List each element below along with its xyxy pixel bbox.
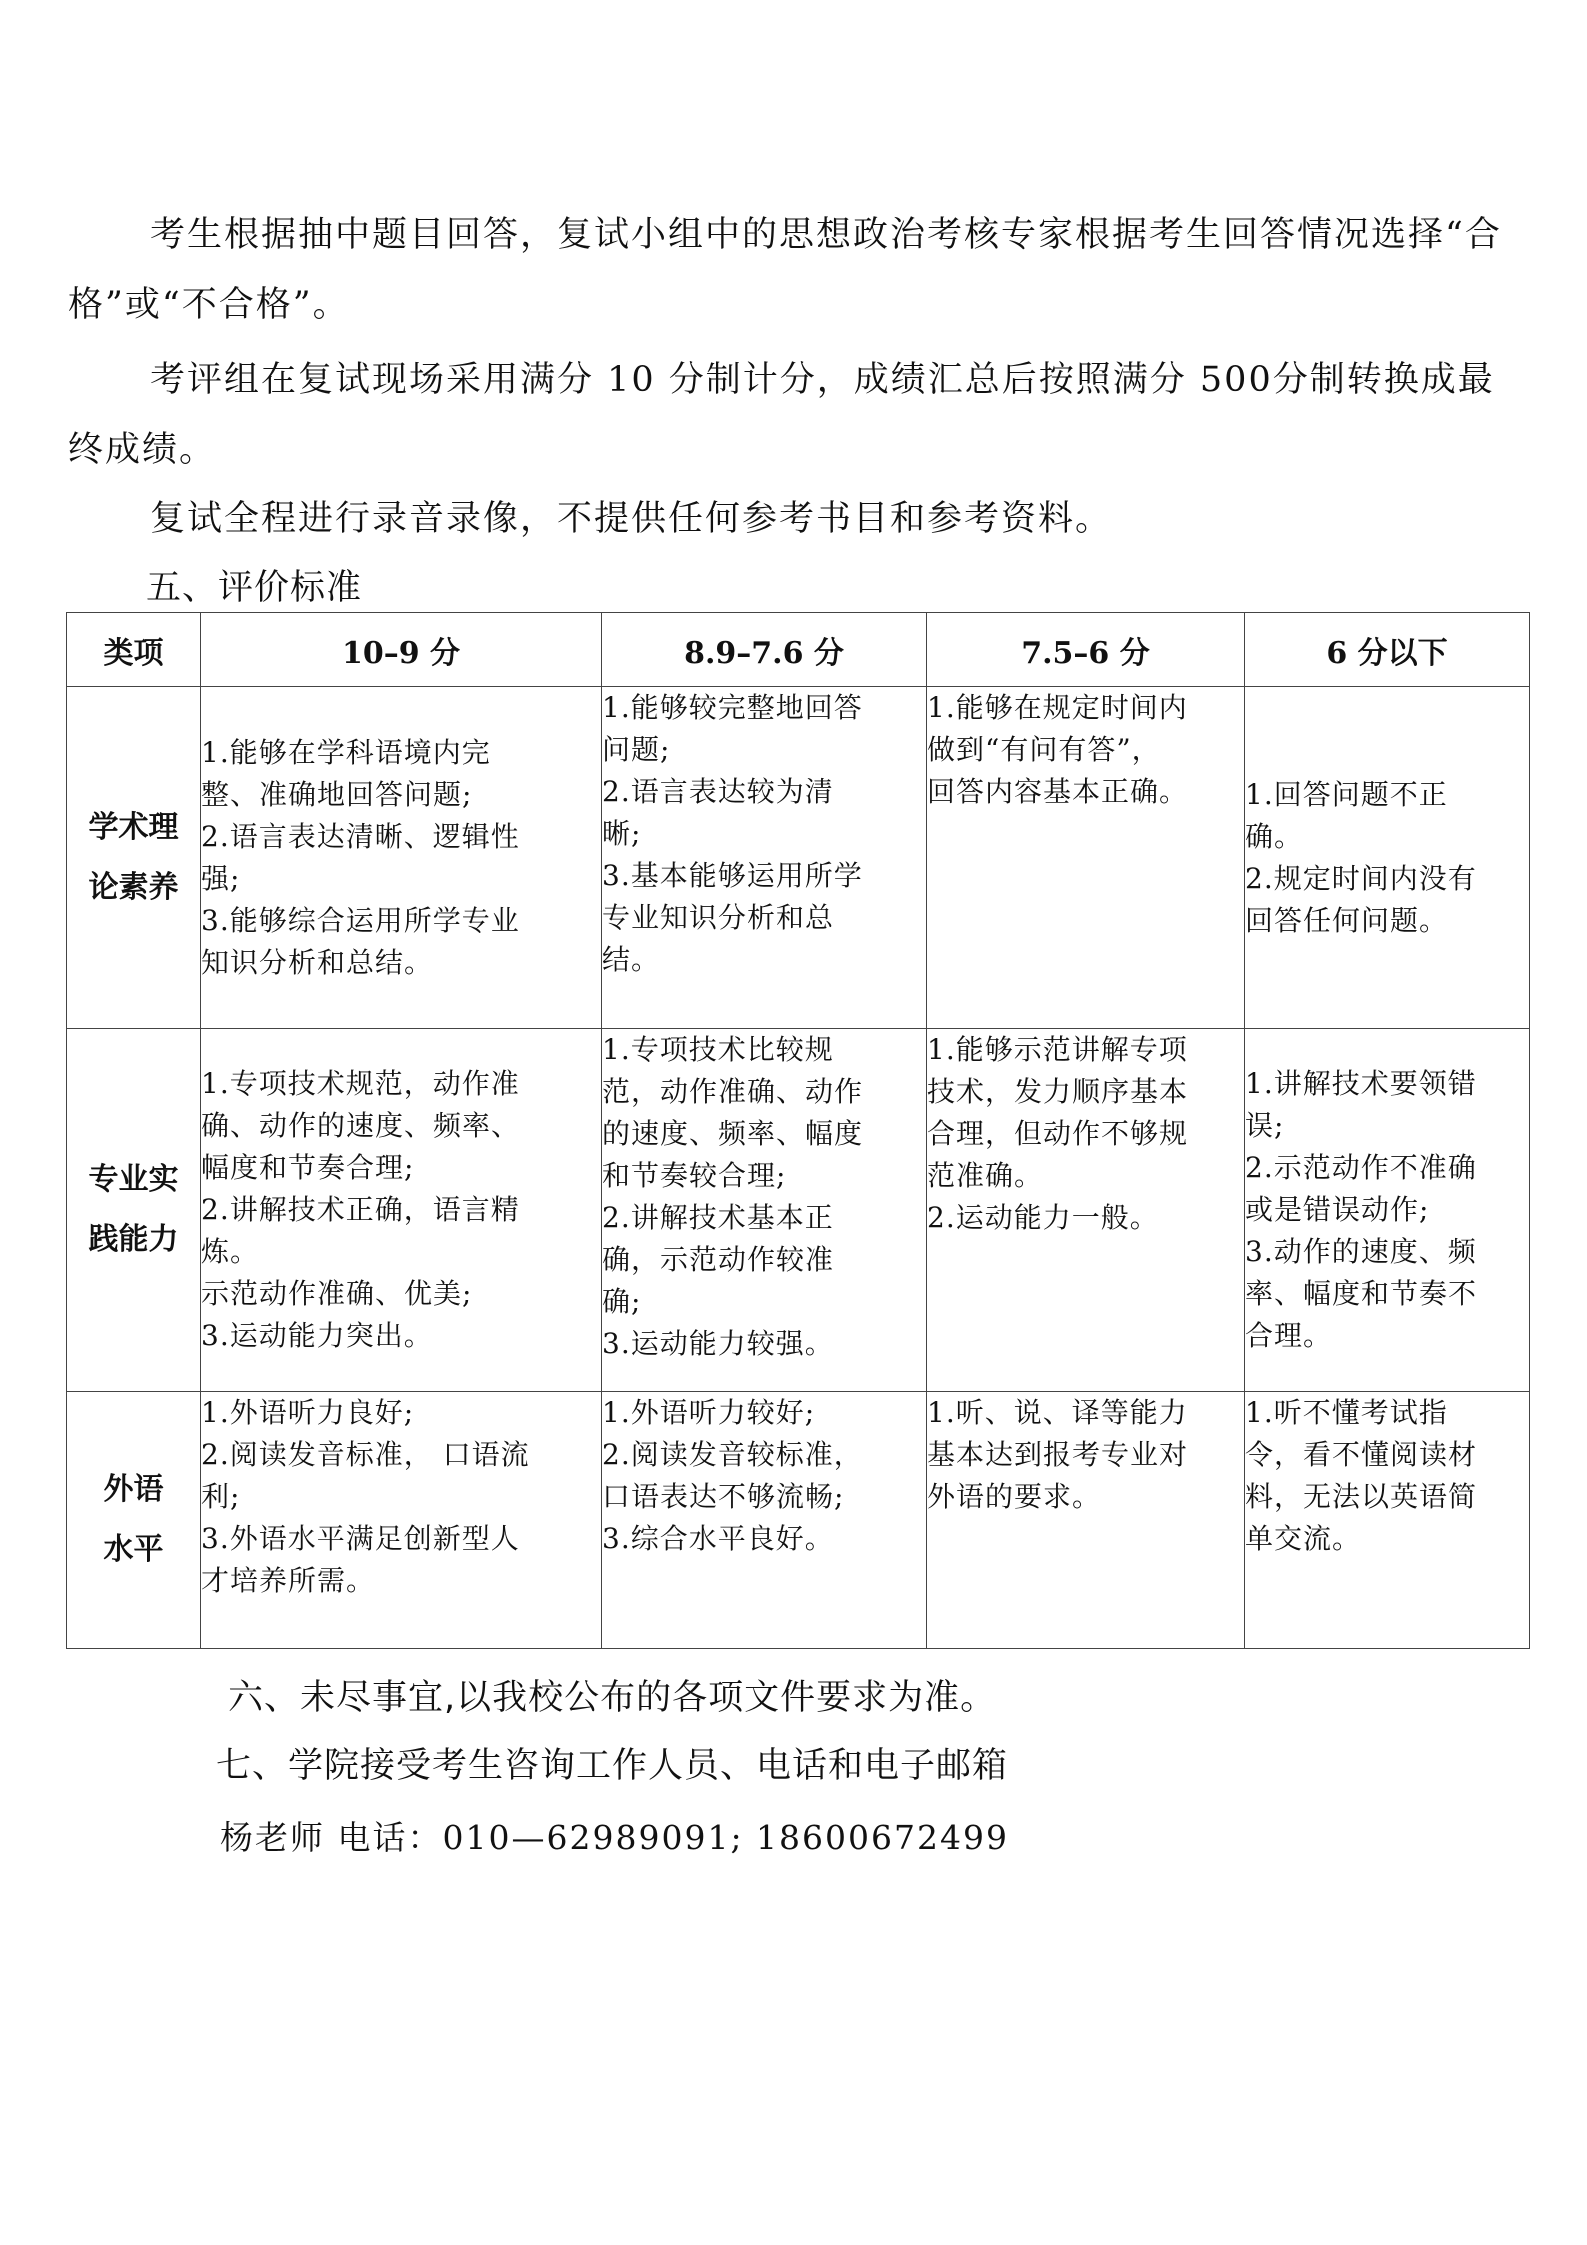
criteria-line: 1.回答问题不正 xyxy=(1245,777,1448,811)
criteria-line: 2.规定时间内没有 xyxy=(1245,861,1477,895)
section-5-heading: 五、评价标准 xyxy=(146,568,363,608)
criteria-line: 1.听不懂考试指 xyxy=(1245,1396,1448,1429)
criteria-cell xyxy=(201,1392,602,1649)
criteria-line: 2.语言表达清晰、逻辑性 xyxy=(201,819,520,853)
criteria-line: 口语表达不够流畅; xyxy=(602,1480,845,1513)
criteria-cell xyxy=(927,1029,1245,1392)
category-line: 专业实 xyxy=(88,1162,179,1197)
criteria-cell xyxy=(1245,1392,1530,1649)
category-line: 论素养 xyxy=(88,869,179,905)
header-category: 类项 xyxy=(67,613,201,687)
criteria-line: 专业知识分析和总 xyxy=(602,901,835,934)
criteria-line: 做到“有问有答”， xyxy=(927,733,1161,766)
criteria-line: 1.听、说、译等能力 xyxy=(927,1396,1188,1429)
criteria-line: 外语的要求。 xyxy=(927,1480,1102,1513)
category-practical xyxy=(67,1029,201,1392)
criteria-line: 3.运动能力突出。 xyxy=(201,1319,433,1352)
category-line: 外语 xyxy=(103,1472,164,1507)
table-row xyxy=(67,1029,1530,1392)
criteria-line: 的速度、频率、幅度 xyxy=(602,1117,864,1150)
criteria-line: 利; xyxy=(201,1480,241,1513)
header-score-8.9-7.6: 8.9–7.6 分 xyxy=(602,613,927,687)
criteria-line: 单交流。 xyxy=(1245,1522,1362,1555)
paragraph-political-assessment: 考生根据抽中题目回答，复试小组中的思想政治考核专家根据考生回答情况选择“合格”或“不合格”。 xyxy=(68,215,1502,325)
criteria-line: 幅度和节奏合理; xyxy=(201,1151,415,1184)
criteria-line: 范准确。 xyxy=(927,1159,1044,1192)
criteria-line: 令，看不懂阅读材 xyxy=(1245,1438,1478,1471)
criteria-cell xyxy=(201,687,602,1029)
criteria-line: 确。 xyxy=(1245,819,1304,853)
criteria-line: 晰; xyxy=(602,817,642,850)
criteria-line: 结。 xyxy=(602,943,661,976)
criteria-line: 示范动作准确、优美; xyxy=(201,1277,473,1310)
section-7-heading: 七、学院接受考生咨询工作人员、电话和电子邮箱 xyxy=(216,1746,1009,1786)
criteria-cell xyxy=(1245,1029,1530,1392)
criteria-line: 3.外语水平满足创新型人 xyxy=(201,1522,520,1555)
evaluation-criteria-table xyxy=(66,612,1530,1649)
criteria-line: 确; xyxy=(602,1285,642,1318)
criteria-line: 2.阅读发音标准， 口语流 xyxy=(201,1438,530,1471)
criteria-line: 强; xyxy=(201,861,241,895)
criteria-cell xyxy=(602,1029,927,1392)
criteria-line: 回答内容基本正确。 xyxy=(927,775,1189,808)
criteria-line: 问题; xyxy=(602,733,671,766)
paragraph-scoring: 考评组在复试现场采用满分 10 分制计分，成绩汇总后按照满分 500分制转换成最终成绩。 xyxy=(68,360,1495,470)
criteria-line: 3.运动能力较强。 xyxy=(602,1327,834,1360)
criteria-line: 率、幅度和节奏不 xyxy=(1245,1277,1478,1310)
criteria-line: 2.阅读发音较标准， xyxy=(602,1438,863,1471)
category-line: 学术理 xyxy=(88,809,179,845)
criteria-line: 炼。 xyxy=(201,1235,260,1268)
criteria-line: 回答任何问题。 xyxy=(1245,903,1449,937)
contact-info: 杨老师 电话：010—62989091; 18600672499 xyxy=(220,1818,1010,1857)
criteria-line: 技术，发力顺序基本 xyxy=(927,1075,1189,1108)
header-score-7.5-6: 7.5–6 分 xyxy=(927,613,1245,687)
criteria-line: 2.运动能力一般。 xyxy=(927,1201,1159,1234)
criteria-line: 或是错误动作; xyxy=(1245,1193,1430,1226)
criteria-line: 3.动作的速度、频 xyxy=(1245,1235,1477,1268)
criteria-line: 才培养所需。 xyxy=(201,1564,376,1597)
criteria-line: 1.外语听力良好; xyxy=(201,1396,415,1429)
criteria-line: 料，无法以英语简 xyxy=(1245,1480,1478,1513)
criteria-line: 2.讲解技术基本正 xyxy=(602,1201,834,1234)
criteria-line: 和节奏较合理; xyxy=(602,1159,787,1192)
criteria-line: 3.能够综合运用所学专业 xyxy=(201,903,520,937)
header-score-10-9: 10–9 分 xyxy=(201,613,602,687)
criteria-line: 2.示范动作不准确 xyxy=(1245,1151,1477,1184)
criteria-line: 1.讲解技术要领错 xyxy=(1245,1067,1477,1100)
criteria-line: 确、动作的速度、频率、 xyxy=(201,1109,521,1142)
criteria-line: 1.能够在学科语境内完 xyxy=(201,735,491,769)
criteria-line: 1.专项技术比较规 xyxy=(602,1033,834,1066)
criteria-line: 误; xyxy=(1245,1109,1285,1142)
criteria-line: 知识分析和总结。 xyxy=(201,945,434,979)
criteria-line: 整、准确地回答问题; xyxy=(201,777,473,811)
criteria-line: 2.讲解技术正确，语言精 xyxy=(201,1193,520,1226)
criteria-cell xyxy=(927,687,1245,1029)
table-row xyxy=(67,1392,1530,1649)
criteria-line: 1.专项技术规范，动作准 xyxy=(201,1067,520,1100)
criteria-line: 2.语言表达较为清 xyxy=(602,775,834,808)
criteria-line: 1.能够在规定时间内 xyxy=(927,691,1188,724)
criteria-line: 1.能够较完整地回答 xyxy=(602,691,863,724)
table-row xyxy=(67,687,1530,1029)
category-line: 践能力 xyxy=(88,1222,179,1257)
criteria-cell xyxy=(1245,687,1530,1029)
criteria-line: 范，动作准确、动作 xyxy=(602,1075,864,1108)
criteria-cell xyxy=(201,1029,602,1392)
criteria-line: 1.能够示范讲解专项 xyxy=(927,1033,1188,1066)
category-academic xyxy=(67,687,201,1029)
header-score-below-6: 6 分以下 xyxy=(1245,613,1530,687)
criteria-line: 3.基本能够运用所学 xyxy=(602,859,863,892)
criteria-cell xyxy=(602,1392,927,1649)
criteria-line: 3.综合水平良好。 xyxy=(602,1522,834,1555)
criteria-line: 确，示范动作较准 xyxy=(602,1243,835,1276)
criteria-line: 1.外语听力较好; xyxy=(602,1396,816,1429)
table-header-row xyxy=(67,613,1530,687)
criteria-line: 合理。 xyxy=(1245,1319,1333,1352)
category-line: 水平 xyxy=(103,1532,164,1567)
paragraph-recording: 复试全程进行录音录像，不提供任何参考书目和参考资料。 xyxy=(150,499,1113,539)
criteria-line: 合理，但动作不够规 xyxy=(927,1117,1189,1150)
criteria-cell xyxy=(927,1392,1245,1649)
criteria-line: 基本达到报考专业对 xyxy=(927,1438,1189,1471)
category-language xyxy=(67,1392,201,1649)
section-6-heading: 六、未尽事宜,以我校公布的各项文件要求为准。 xyxy=(228,1678,997,1718)
criteria-cell xyxy=(602,687,927,1029)
